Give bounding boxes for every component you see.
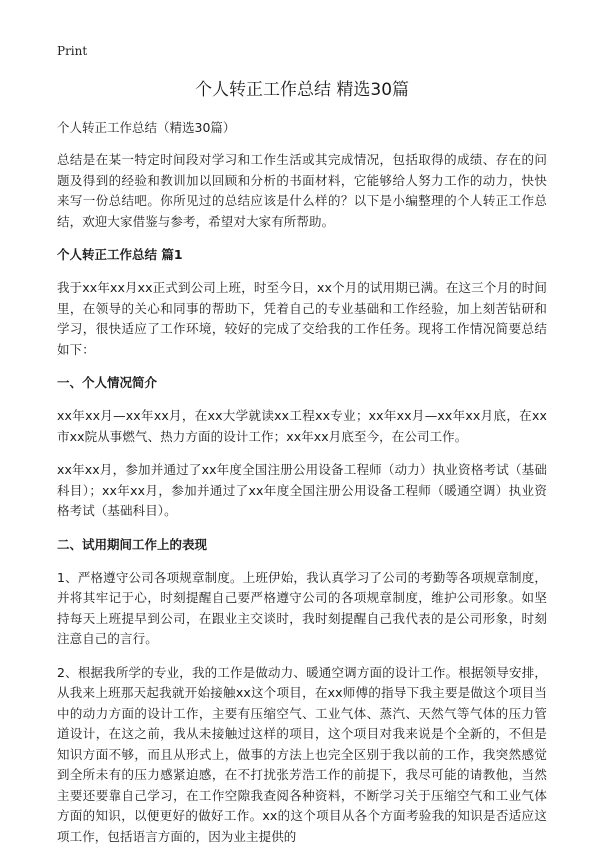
- document-body: [57, 78, 547, 860]
- personal-info-paragraph-1: xx年xx月—xx年xx月，在xx大学就读xx工程xx专业；xx年xx月—xx年xx月底，在xx市xx院从事燃气、热力方面的设计工作；xx年xx月底至今，在公司工作。: [57, 408, 547, 444]
- personal-info-paragraph-2: xx年xx月，参加并通过了xx年度全国注册公用设备工程师（动力）执业资格考试（基础科目）；xx年xx月，参加并通过了xx年度全国注册公用设备工程师（暖通空调）执业资格考试（基础科目）。: [57, 462, 547, 518]
- document-subtitle: 个人转正工作总结（精选30篇）: [57, 120, 236, 135]
- performance-paragraph-2: 2、根据我所学的专业，我的工作是做动力、暖通空调方面的设计工作。根据领导安排，从我来上班那天起我就开始接触xx这个项目，在xx师傅的指导下我主要是做这个项目当中的动力方面的设计工作，主要有压缩空气、工业气体、蒸汽、天然气等气体的压力管道设计，在这之前，我从未接触过这样的项目，这个项目对我来说是个全新的，不但是知识方面不够，而且从形式上，做事的方法上也完全区别于我以前的工作，我突然感觉到全所未有的压力感紧迫感，在不打扰张芳浩工作的前提下，我尽可能的请教他，当然主要还要靠自己学习，在工作空隙我查阅各种资料，不断学习关于压缩空气和工业气体方面的知识，以便更好的做好工作。xx的这个项目从各个方面考验我的知识是否适应这项工作，包括语言方面的，因为业主提供的: [57, 664, 547, 844]
- section-heading-performance: 二、试用期间工作上的表现: [57, 536, 208, 552]
- document-title: 个人转正工作总结 精选30篇: [194, 80, 410, 100]
- intro-paragraph: 总结是在某一特定时间段对学习和工作生活或其完成情况，包括取得的成绩、存在的问题及得到的经验和教训加以回顾和分析的书面材料，它能够给人努力工作的动力，快快来写一份总结吧。你所见过的总结应该是什么样的？以下是小编整理的个人转正工作总结，欢迎大家借鉴与参考，希望对大家有所帮助。: [57, 152, 547, 229]
- performance-paragraph-1: 1、严格遵守公司各项规章制度。上班伊始，我认真学习了公司的考勤等各项规章制度，并将其牢记于心，时刻提醒自己要严格遵守公司的各项规章制度，维护公司形象。如坚持每天上班提早到公司，在跟业主交谈时，我时刻提醒自己我代表的是公司形象，时刻注意自己的言行。: [57, 569, 547, 646]
- print-button[interactable]: Print: [57, 44, 88, 58]
- chapter-heading: 个人转正工作总结 篇1: [57, 247, 183, 262]
- section-heading-personal-info: 一、个人情况简介: [57, 375, 158, 390]
- chapter-intro-paragraph: 我于xx年xx月xx正式到公司上班，时至今日，xx个月的试用期已满。在这三个月的时间里，在领导的关心和同事的帮助下，凭着自己的专业基础和工作经验，加上刻苦钻研和学习，很快适应了工作环境，较好的完成了交给我的工作任务。现将工作情况简要总结如下：: [57, 280, 547, 357]
